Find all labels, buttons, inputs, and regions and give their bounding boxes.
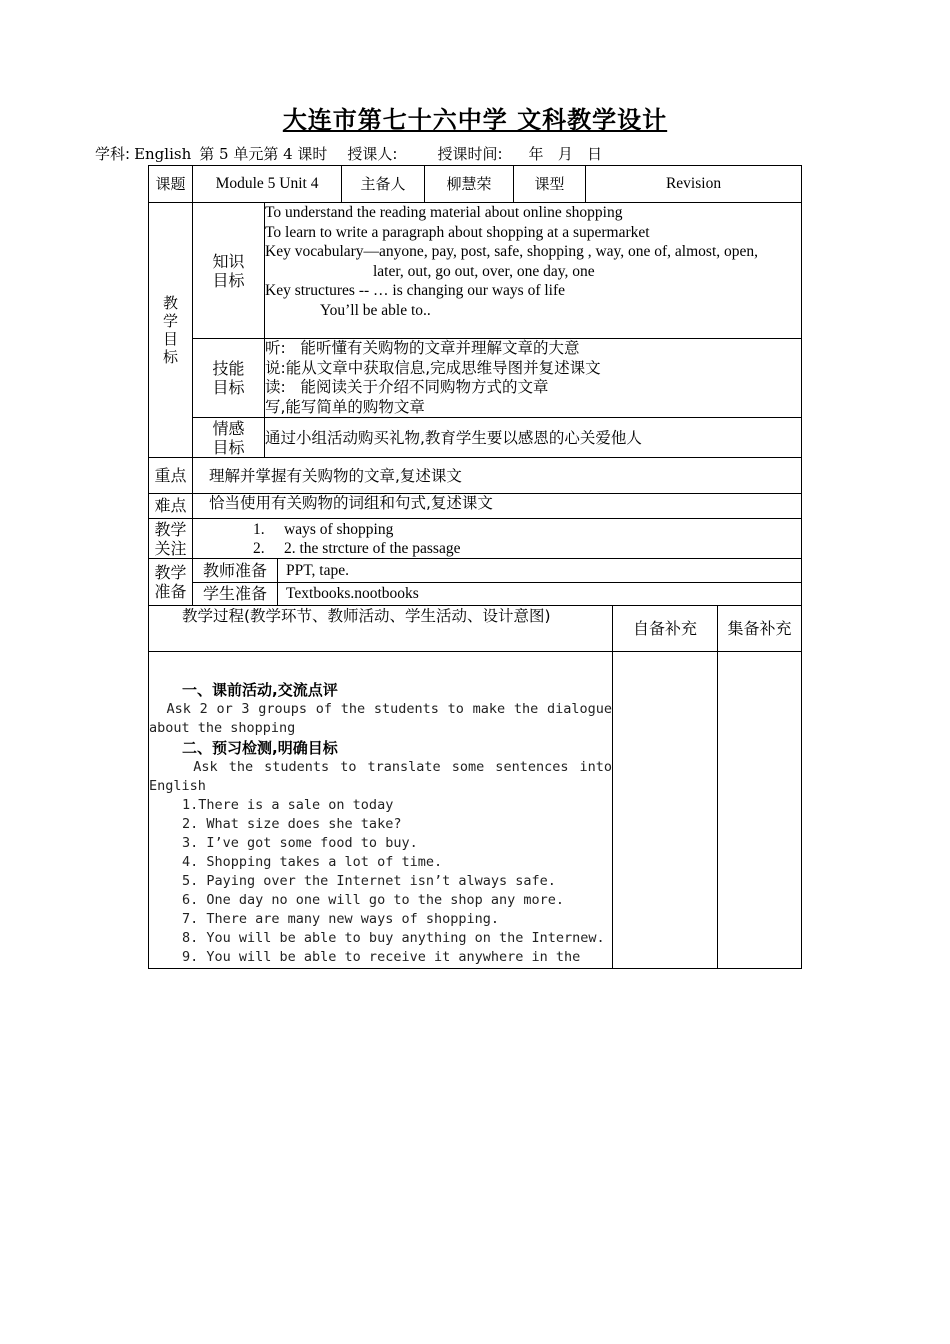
focus-row <box>149 519 802 559</box>
sentence-item: 8. You will be able to buy anything on the Internew. <box>182 930 605 946</box>
knowledge-label: 知识 目标 <box>193 203 265 339</box>
knowledge-content: To understand the reading material about online shopping To learn to write a paragraph about shopping at a supermarket Key vocabulary—anyone, pay, post, safe, shopping , way, one of, almost, open, later, out, go out, over, one day, one Key structures -- … is changing our ways of life You’ll be able to.. <box>265 203 802 339</box>
sentence-item: 1.There is a sale on today <box>182 797 394 813</box>
sentence-item: 9. You will be able to receive it anywhere in the <box>182 949 581 965</box>
lesson-plan-table <box>148 165 802 969</box>
topic-value: Module 5 Unit 4 <box>193 166 342 203</box>
student-prep-label: 学生准备 <box>193 583 278 606</box>
type-value: Revision <box>586 166 802 203</box>
process-body <box>149 652 621 969</box>
teacher-prep-content: PPT, tape. <box>278 559 802 583</box>
sentence-item: 6. One day no one will go to the shop any more. <box>182 892 565 908</box>
section-2-text: Ask the students to translate some sentences into English <box>149 759 621 794</box>
goals-label: 教 学 目 标 <box>149 203 193 458</box>
teacher-prep-label: 教师准备 <box>193 559 278 583</box>
process-header: 教学过程(教学环节、教师活动、学生活动、设计意图) <box>149 606 613 652</box>
sentence-item: 7. There are many new ways of shopping. <box>182 911 499 927</box>
topic-label: 课题 <box>149 166 193 203</box>
skill-row <box>149 339 802 418</box>
key-point-content: 理解并掌握有关购物的文章,复述课文 <box>193 458 802 494</box>
unit-value: 第 5 单元第 4 课时 <box>199 145 328 163</box>
self-supplement-label: 自备补充 <box>613 606 718 652</box>
sentence-item: 2. What size does she take? <box>182 816 402 832</box>
sentence-item: 5. Paying over the Internet isn’t always safe. <box>182 873 556 889</box>
difficulty-content: 恰当使用有关购物的词组和句式,复述课文 <box>193 494 802 519</box>
emotion-label: 情感 目标 <box>193 418 265 458</box>
prep-label: 教学 准备 <box>149 559 193 606</box>
subject-value: English <box>134 145 192 163</box>
student-prep-row <box>149 583 802 606</box>
section-1-text: Ask 2 or 3 groups of the students to make the dialogue about the shopping <box>149 701 621 736</box>
difficulty-label: 难点 <box>149 494 193 519</box>
emotion-content: 通过小组活动购买礼物,教育学生要以感恩的心关爱他人 <box>265 418 802 458</box>
key-point-label: 重点 <box>149 458 193 494</box>
group-supplement-cell <box>718 652 802 969</box>
time-label: 授课时间: <box>437 145 503 163</box>
teacher-label: 授课人: <box>347 145 398 163</box>
type-label: 课型 <box>514 166 586 203</box>
process-body-row <box>149 652 802 969</box>
section-2-heading: 二、预习检测,明确目标 <box>182 739 338 757</box>
meta-line <box>95 143 895 164</box>
lead-value: 柳慧荣 <box>425 166 514 203</box>
self-supplement-cell <box>613 652 718 969</box>
focus-content: 1. ways of shopping 2. 2. the strcture of the passage <box>193 519 802 559</box>
skill-content: 听: 能听懂有关购物的文章并理解文章的大意 说:能从文章中获取信息,完成思维导图并复述课文 读: 能阅读关于介绍不同购物方式的文章 写,能写简单的购物文章 <box>265 339 802 418</box>
process-header-row <box>149 606 802 652</box>
lead-label: 主备人 <box>342 166 425 203</box>
teacher-prep-row <box>149 559 802 583</box>
section-1-heading: 一、课前活动,交流点评 <box>182 681 338 699</box>
sentence-item: 3. I’ve got some food to buy. <box>182 835 418 851</box>
skill-label: 技能 目标 <box>193 339 265 418</box>
sentence-item: 4. Shopping takes a lot of time. <box>182 854 443 870</box>
subject-label: 学科: <box>95 145 131 163</box>
key-point-row <box>149 458 802 494</box>
emotion-row <box>149 418 802 458</box>
page-title: 大连市第七十六中学 文科教学设计 <box>282 106 668 134</box>
topic-row <box>149 166 802 203</box>
student-prep-content: Textbooks.nootbooks <box>278 583 802 606</box>
date-parts: 年 月 日 <box>528 145 603 163</box>
knowledge-row <box>149 203 802 339</box>
focus-label: 教学 关注 <box>149 519 193 559</box>
group-supplement-label: 集备补充 <box>718 606 802 652</box>
difficulty-row <box>149 494 802 519</box>
